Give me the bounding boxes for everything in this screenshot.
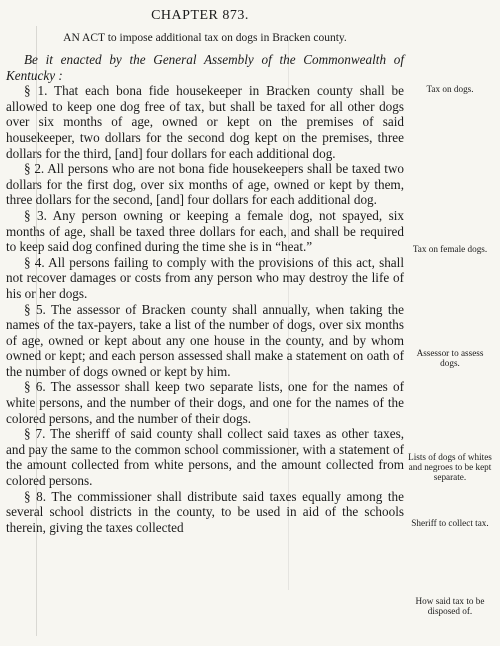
margin-note-separate-lists: Lists of dogs of whites and negroes to be kept separate. bbox=[408, 452, 492, 482]
section-4: § 4. All persons failing to comply with the provisions of this act, shall not recover damages or costs from any person who may destroy the life of his or her dogs. bbox=[6, 254, 404, 301]
section-1: § 1. That each bona fide housekeeper in Bracken county shall be allowed to keep one dog free of tax, but shall be taxed for all other dogs over six months of age, owned or kept on the premises of said housekeeper, two dollars for the second dog kept on the premises, three dollars for the third, [and] four dollars for each additional dog. bbox=[6, 83, 404, 161]
margin-note-sheriff: Sheriff to collect tax. bbox=[411, 518, 489, 528]
chapter-heading: CHAPTER 873. bbox=[151, 8, 249, 23]
section-3: § 3. Any person owning or keeping a female dog, not spayed, six months of age, shall be taxed three dollars for each, and shall be required to keep said dog confined during the time she is in “heat.” bbox=[6, 207, 404, 255]
section-2: § 2. All persons who are not bona fide housekeepers shall be taxed two dollars for the first dog, over six months of age, owned or kept by them, three dollars for the second, [and] four dollars for each additional dog. bbox=[6, 161, 404, 208]
margin-note-disposal: How said tax to be disposed of. bbox=[415, 596, 485, 616]
section-8: § 8. The commissioner shall distribute said taxes equally among the several school districts in the county, to be used in aid of the schools therein, giving the taxes collected bbox=[6, 488, 404, 535]
margin-note-assessor: Assessor to assess dogs. bbox=[416, 348, 484, 368]
margin-note-female-dogs: Tax on female dogs. bbox=[412, 244, 488, 254]
section-5: § 5. The assessor of Bracken county shall annually, when taking the names of the tax-payers, take a list of the number of dogs, over six months of age, owned or kept about any one house in the county, and by whom owned or kept; and each person assessed shall make a statement on oath of the number of dogs owned or kept by him. bbox=[6, 301, 404, 379]
margin-note-tax-on-dogs: Tax on dogs. bbox=[426, 84, 474, 94]
enacting-clause: Be it enacted by the General Assembly of the Commonwealth of Kentucky : bbox=[6, 52, 404, 83]
act-title: AN ACT to impose additional tax on dogs in Bracken county. bbox=[63, 32, 347, 44]
section-7: § 7. The sheriff of said county shall collect said taxes as other taxes, and pay the same to the common school commissioner, with a statement of the amount collected from white persons, and the amount collected from colored persons. bbox=[6, 426, 404, 489]
section-6: § 6. The assessor shall keep two separate lists, one for the names of white persons, and the number of their dogs, and one for the names of the colored persons, and the number of their dogs. bbox=[6, 379, 404, 426]
act-body bbox=[6, 52, 404, 535]
